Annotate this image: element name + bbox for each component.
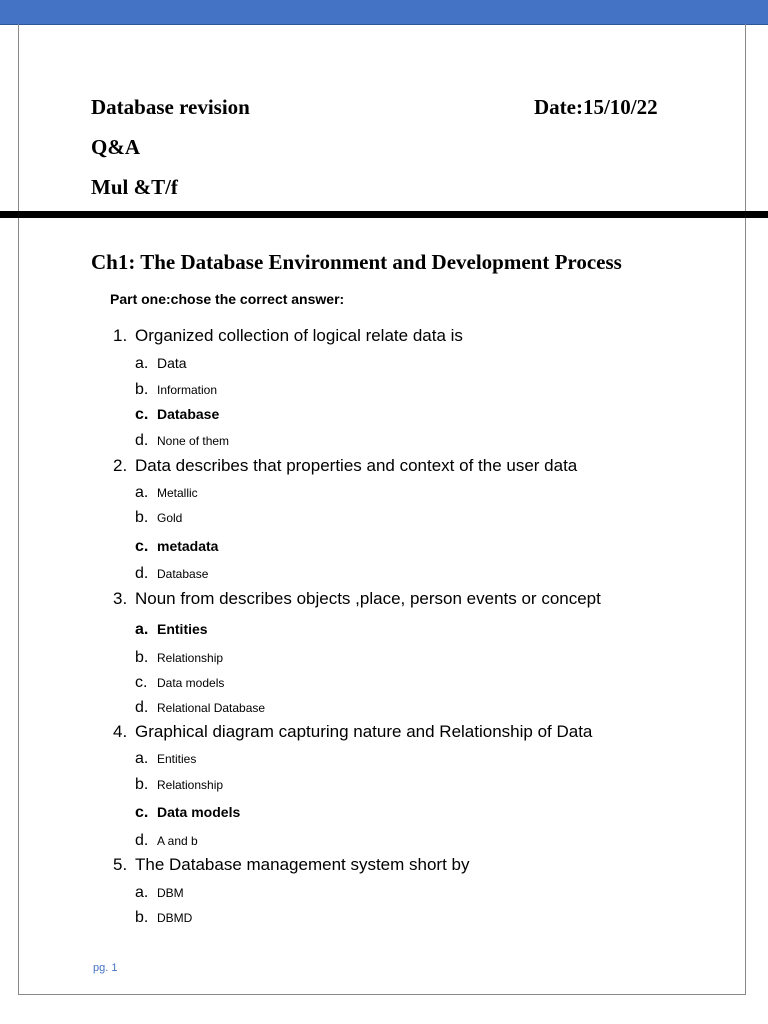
option-1a	[135, 355, 187, 373]
question-2	[113, 456, 577, 476]
option-text: Data models	[157, 804, 241, 820]
option-text: Gold	[157, 511, 183, 525]
question-number: 1.	[113, 326, 128, 345]
option-5b	[135, 909, 192, 927]
option-text: Database	[157, 406, 220, 422]
chapter-heading: Ch1: The Database Environment and Development Process	[91, 250, 622, 274]
option-text: Data models	[157, 676, 225, 690]
option-text: Metallic	[157, 486, 198, 500]
question-number: 2.	[113, 456, 128, 475]
part-heading: Part one:chose the correct answer:	[110, 291, 345, 307]
option-letter: a.	[135, 484, 149, 501]
option-1c-answer	[135, 406, 219, 424]
question-number: 4.	[113, 722, 128, 741]
question-text: The Database management system short by	[135, 855, 470, 874]
option-letter: b.	[135, 649, 149, 666]
header-line-qa: Q&A	[91, 135, 140, 159]
option-text: Database	[157, 567, 209, 581]
option-text: Entities	[157, 752, 197, 766]
header-line-type: Mul &T/f	[91, 175, 178, 199]
option-2c-answer	[135, 538, 218, 556]
question-number: 5.	[113, 855, 128, 874]
option-letter: a.	[135, 355, 149, 372]
option-letter: c.	[135, 674, 148, 691]
option-4c-answer	[135, 804, 240, 822]
option-4d	[135, 832, 198, 850]
option-letter: b.	[135, 509, 149, 526]
option-1d	[135, 432, 229, 450]
option-text: DBMD	[157, 911, 193, 925]
window-top-bar	[0, 0, 768, 25]
option-text: metadata	[157, 538, 219, 554]
option-letter: b.	[135, 381, 149, 398]
question-text: Noun from describes objects ,place, person events or concept	[135, 589, 601, 608]
option-5a	[135, 884, 184, 902]
option-letter: b.	[135, 909, 149, 926]
question-1	[113, 326, 463, 346]
option-4a	[135, 750, 196, 768]
option-text: A and b	[157, 834, 198, 848]
option-3d	[135, 699, 265, 717]
option-letter: c.	[135, 804, 149, 821]
option-text: DBM	[157, 886, 184, 900]
option-letter: a.	[135, 750, 149, 767]
question-text: Organized collection of logical relate data is	[135, 326, 463, 345]
option-text: Information	[157, 383, 218, 397]
question-text: Data describes that properties and context of the user data	[135, 456, 578, 475]
option-letter: b.	[135, 776, 149, 793]
option-3b	[135, 649, 223, 667]
option-3a-answer	[135, 621, 208, 639]
document-date: Date:15/10/22	[534, 95, 658, 119]
question-3	[113, 589, 601, 609]
option-letter: d.	[135, 432, 149, 449]
option-text: Entities	[157, 621, 208, 637]
option-3c	[135, 674, 224, 692]
question-number: 3.	[113, 589, 128, 608]
option-letter: a.	[135, 884, 149, 901]
option-letter: d.	[135, 832, 149, 849]
option-4b	[135, 776, 223, 794]
option-2b	[135, 509, 182, 527]
page-number: pg. 1	[93, 962, 118, 974]
document-title: Database revision	[91, 95, 250, 119]
option-text: Data	[157, 355, 187, 371]
option-2d	[135, 565, 208, 583]
question-4	[113, 722, 592, 742]
page-border	[18, 24, 746, 995]
option-2a	[135, 484, 198, 502]
question-text: Graphical diagram capturing nature and Relationship of Data	[135, 722, 593, 741]
header-divider	[0, 211, 768, 218]
option-letter: c.	[135, 538, 149, 555]
option-1b	[135, 381, 217, 399]
option-letter: d.	[135, 699, 149, 716]
option-text: Relationship	[157, 651, 224, 665]
option-letter: a.	[135, 621, 149, 638]
option-text: None of them	[157, 434, 230, 448]
option-letter: c.	[135, 406, 149, 423]
option-letter: d.	[135, 565, 149, 582]
option-text: Relational Database	[157, 701, 266, 715]
question-5	[113, 855, 470, 875]
option-text: Relationship	[157, 778, 224, 792]
